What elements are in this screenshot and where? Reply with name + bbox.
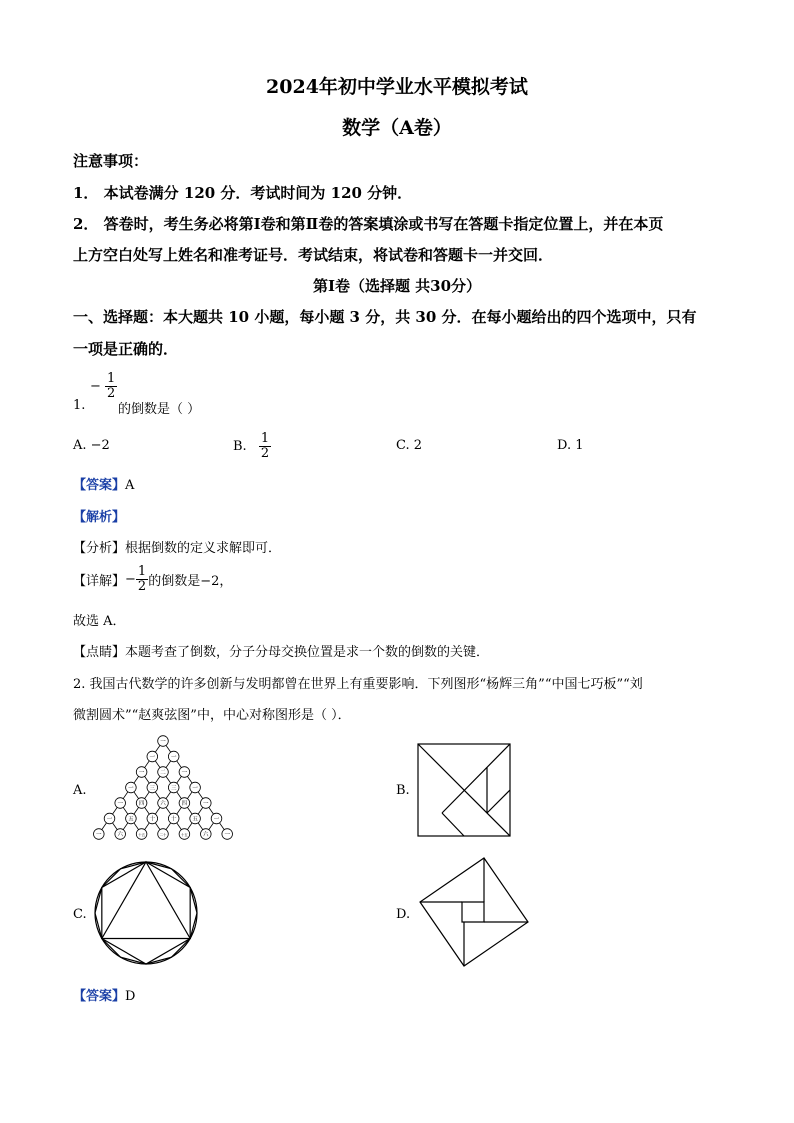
yanghui-connector <box>145 792 150 799</box>
q1-answer-tag: 【答案】 <box>73 478 126 493</box>
yanghui-connector <box>155 776 160 783</box>
zhaoshuang-outer-square <box>420 858 528 966</box>
detail-tag: 【详解】 <box>73 574 126 589</box>
yanghui-connector <box>145 776 150 783</box>
notes-heading: 注意事项： <box>73 152 149 170</box>
q2-label-d: D. <box>396 907 411 922</box>
zhaoshuang-inner-square <box>462 902 484 922</box>
section-title: 第Ⅰ卷（选择题 共30分） <box>312 277 482 295</box>
notes-item-2-line-1: 2． 答卷时，考生务必将第Ⅰ卷和第Ⅱ卷的答案填涂或书写在答题卡指定位置上，并在本页 <box>73 215 664 233</box>
yanghui-node-label: 二 <box>160 770 166 776</box>
q2-stem-line-1: 2. 我国古代数学的许多创新与发明都曾在世界上有重要影响．下列图形“杨辉三角”“中国七巧板”“刘 <box>73 677 643 692</box>
yanghui-node-label: 一 <box>160 739 166 745</box>
yanghui-node-label: 一 <box>149 754 156 761</box>
yanghui-connector <box>123 807 128 814</box>
notes-item-1: 1． 本试卷满分 120 分．考试时间为 120 分钟． <box>73 184 413 202</box>
yanghui-node-label: 二十 <box>159 833 167 837</box>
yanghui-connector <box>155 807 160 814</box>
yanghui-node-label: 一 <box>192 785 198 792</box>
yanghui-connector <box>155 823 160 830</box>
q1-frac-num: 1 <box>107 371 116 386</box>
yanghui-connector <box>123 823 128 830</box>
yanghui-connector <box>177 761 182 768</box>
yanghui-node-label: 三 <box>149 785 156 792</box>
detail-tail: 的倒数是−2， <box>148 574 233 589</box>
q1-analysis-tag <box>73 506 125 525</box>
yanghui-connector <box>113 823 118 830</box>
detail-frac-num: 1 <box>137 564 147 579</box>
comment-text: 本题考查了倒数，分子分母交换位置是求一个数的倒数的关键． <box>125 645 490 660</box>
q1-option-b-num: 1 <box>260 431 270 446</box>
yanghui-node-label: 四 <box>138 801 145 807</box>
yanghui-connector <box>198 823 203 830</box>
yanghui-connector <box>166 807 171 814</box>
q2-answer-tag: 【答案】 <box>73 989 126 1004</box>
yanghui-node-label: 五 <box>128 816 134 823</box>
yanghui-connector <box>187 807 192 814</box>
q1-option-b-label: B. <box>233 439 247 454</box>
q1-fraction <box>90 372 117 401</box>
q1-stem-tail: 的倒数是（ ） <box>118 402 201 417</box>
yanghui-triangle-figure <box>88 733 238 843</box>
q1-option-d: D. 1 <box>557 438 584 453</box>
yanghui-connector <box>166 792 171 799</box>
yanghui-node-label: 五 <box>192 816 198 823</box>
yanghui-connector <box>177 807 182 814</box>
q2-label-b: B. <box>396 783 410 798</box>
yanghui-connector <box>187 823 192 830</box>
q1-answer-value: A <box>125 478 135 493</box>
yanghui-connector <box>166 761 171 768</box>
yanghui-connector <box>102 823 107 830</box>
yanghui-connector <box>187 792 192 799</box>
yanghui-node-label: 一 <box>117 801 123 807</box>
q1-frac-den: 2 <box>107 386 116 401</box>
yanghui-connector <box>145 823 150 830</box>
q1-option-b-den: 2 <box>260 446 270 461</box>
yanghui-connector <box>209 823 214 830</box>
q1-choose: 故选 A． <box>73 614 126 629</box>
yanghui-connector <box>134 807 139 814</box>
q2-label-a: A. <box>73 783 87 798</box>
comment-tag: 【点睛】 <box>73 645 126 660</box>
q1-option-c: C. 2 <box>396 438 423 453</box>
yanghui-node-label: 四 <box>181 801 188 807</box>
zhaoshuang-figure <box>418 856 530 968</box>
yanghui-connector <box>220 823 225 830</box>
yanghui-connector <box>198 792 203 799</box>
liuhui-circle <box>95 862 197 964</box>
q1-number: 1. <box>73 398 86 413</box>
notes-item-2-line-2: 上方空白处写上姓名和准考证号．考试结束，将试卷和答题卡一并交回． <box>73 246 554 264</box>
q1-option-b-frac <box>259 432 271 461</box>
q1-comment <box>73 641 489 660</box>
yanghui-connector <box>209 807 214 814</box>
q1-minus: − <box>90 379 101 394</box>
section-instruction-line-1: 一、选择题：本大题共 10 小题，每小题 3 分，共 30 分．在每小题给出的四个选项中，只有 <box>73 308 697 326</box>
yanghui-node-label: 十五 <box>138 833 145 837</box>
liuhui-hexagon <box>102 862 190 964</box>
yanghui-connector <box>187 776 192 783</box>
yanghui-connector <box>134 776 139 783</box>
yanghui-connector <box>145 761 150 768</box>
q2-answer <box>73 985 135 1004</box>
yanghui-node-label: 十五 <box>181 833 188 837</box>
yanghui-node-label: 一 <box>170 754 177 761</box>
yanghui-connector <box>155 745 160 752</box>
page-title: 2024年初中学业水平模拟考试 <box>266 76 528 98</box>
yanghui-node-label: 三 <box>170 785 177 792</box>
yanghui-node-label: 十 <box>149 816 156 823</box>
detail-frac <box>136 565 148 594</box>
yanghui-connector <box>166 823 171 830</box>
q2-answer-value: D <box>125 989 136 1004</box>
q1-detail <box>73 565 232 594</box>
yanghui-connector <box>177 792 182 799</box>
yanghui-connector <box>155 761 160 768</box>
yanghui-node-label: 一 <box>106 816 113 823</box>
tangram-cut-4 <box>487 790 510 813</box>
yanghui-connector <box>166 776 171 783</box>
liuhui-circle-figure <box>93 860 199 966</box>
detail-minus: − <box>125 572 136 587</box>
yanghui-node-label: 一 <box>224 832 230 838</box>
yanghui-node-label: 六 <box>117 832 123 838</box>
yanghui-node-label: 一 <box>181 770 188 776</box>
yanghui-connector <box>198 807 203 814</box>
yanghui-node-label: 六 <box>203 832 209 838</box>
yanghui-node-label: 一 <box>128 785 134 792</box>
section-instruction-line-2: 一项是正确的． <box>73 340 179 358</box>
yanghui-connector <box>177 776 182 783</box>
yanghui-node-label: 十 <box>170 816 177 823</box>
yanghui-connector <box>145 807 150 814</box>
yanghui-node-label: 六 <box>160 801 166 807</box>
yanghui-connector <box>113 807 118 814</box>
analysis-tag-label: 【解析】 <box>73 510 126 525</box>
q1-frac <box>105 372 117 401</box>
fenxi-text: 根据倒数的定义求解即可． <box>125 541 282 556</box>
q1-option-b <box>233 432 271 461</box>
yanghui-connector <box>123 792 128 799</box>
tangram-cut-2 <box>442 813 464 836</box>
fenxi-tag: 【分析】 <box>73 541 126 556</box>
q2-stem-line-2: 微割圆术”“赵爽弦图”中，中心对称图形是（ ）． <box>73 708 351 723</box>
yanghui-connector <box>166 745 171 752</box>
q1-fenxi <box>73 537 281 556</box>
yanghui-node-label: 一 <box>138 770 145 776</box>
yanghui-connector <box>134 792 139 799</box>
page-subtitle: 数学（A卷） <box>342 117 452 139</box>
yanghui-node-label: 一 <box>96 832 102 838</box>
yanghui-node-label: 一 <box>203 801 209 807</box>
yanghui-connector <box>155 792 160 799</box>
yanghui-connector <box>177 823 182 830</box>
q2-label-c: C. <box>73 907 87 922</box>
detail-frac-den: 2 <box>137 579 147 594</box>
tangram-figure <box>417 743 511 837</box>
q1-answer <box>73 474 134 493</box>
yanghui-node-label: 一 <box>213 816 220 823</box>
yanghui-connector <box>134 823 139 830</box>
q1-option-a: A. −2 <box>73 438 110 453</box>
